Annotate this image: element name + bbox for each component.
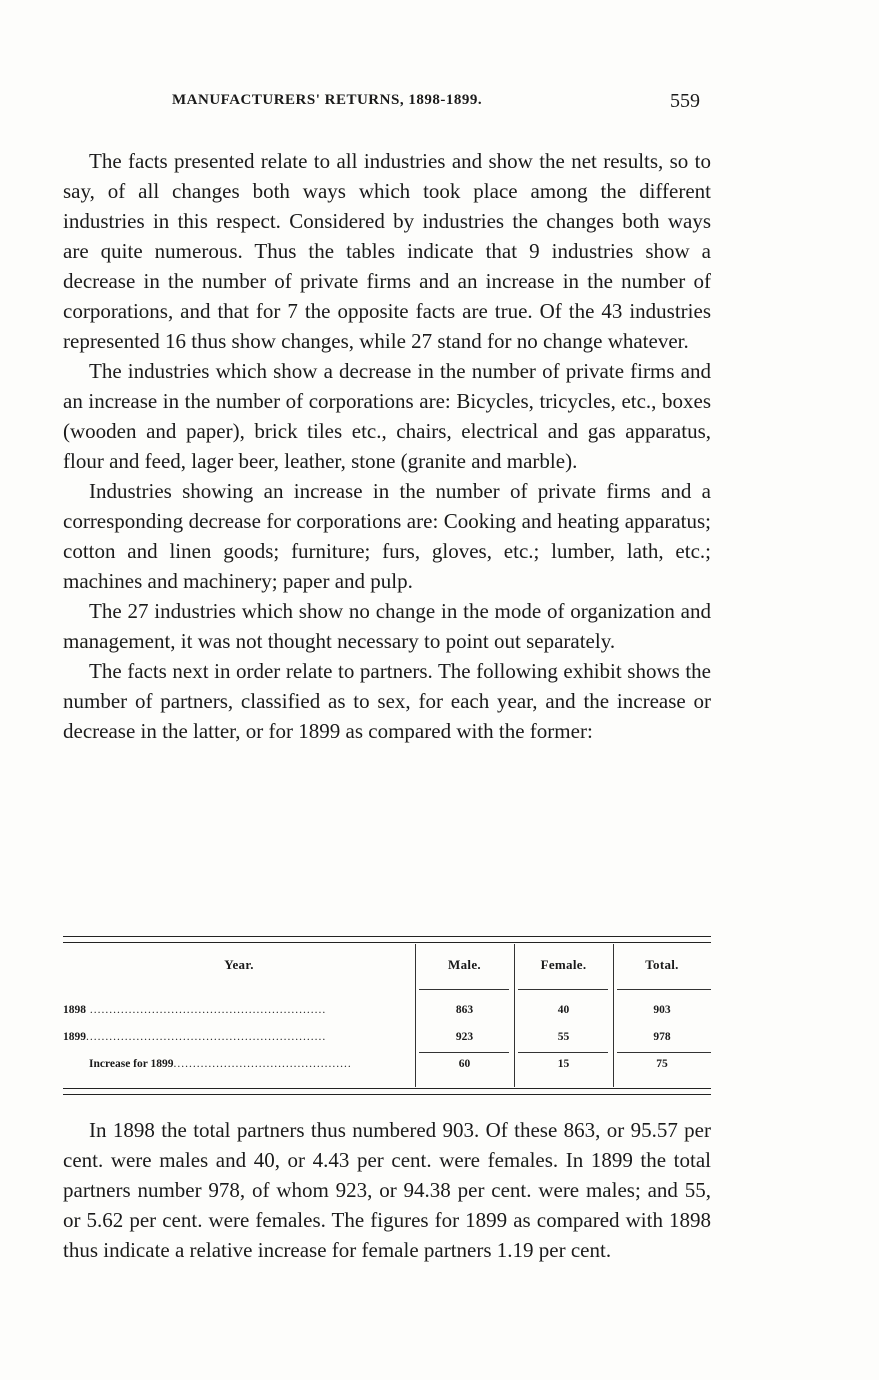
table-row-increase: Increase for 1899..............................................	[89, 1058, 352, 1070]
cell-female: 55	[557, 1031, 570, 1043]
header-underline	[518, 989, 608, 990]
cell-male: 60	[458, 1058, 471, 1070]
header-underline	[419, 989, 509, 990]
table-bottom-rule	[63, 1088, 711, 1095]
paragraph: The industries which show a decrease in the number of private firms and an increase in the number of corporations are: Bicycles, tricycles, etc., boxes (wooden and paper), brick tiles etc., chairs, electrical and gas apparatus, flour and feed, lager beer, leather, stone (granite and marble).	[63, 359, 711, 473]
table-row: 1899..............................................................	[63, 1031, 327, 1043]
row-label: 1899	[63, 1031, 86, 1043]
header-male: Male.	[448, 957, 481, 972]
cell-female: 15	[557, 1058, 570, 1070]
sum-rule	[617, 1052, 711, 1053]
partners-table	[63, 936, 711, 1100]
cell-male: 863	[455, 1004, 474, 1016]
row-label: Increase for 1899	[89, 1058, 174, 1070]
cell-male: 923	[455, 1031, 474, 1043]
body-text-top	[63, 146, 711, 746]
header-female: Female.	[540, 957, 587, 972]
paragraph: In 1898 the total partners thus numbered 903. Of these 863, or 95.57 per cent. were males and 40, or 4.43 per cent. were females. In 1899 the total partners number 978, of whom 923, or 94.38 per cent. were males; and 55, or 5.62 per cent. were females. The figures for 1899 as compared with 1898 thus indicate a relative increase for female partners 1.19 per cent.	[63, 1118, 711, 1262]
page-number: 559	[670, 90, 700, 112]
header-underline	[617, 989, 711, 990]
cell-total: 903	[653, 1004, 671, 1016]
body-text-bottom	[63, 1115, 711, 1265]
cell-total: 75	[656, 1058, 668, 1070]
table-row: 1898 .............................................................	[63, 1004, 327, 1016]
sum-rule	[518, 1052, 608, 1053]
header-total: Total.	[645, 957, 679, 972]
row-label: 1898	[63, 1004, 86, 1016]
paragraph: The 27 industries which show no change in the mode of organization and management, it was not thought necessary to point out separately.	[63, 599, 711, 653]
header-year: Year.	[224, 957, 254, 972]
paragraph: The facts presented relate to all industries and show the net results, so to say, of all changes both ways which took place among the different industries in this respect. Considered by industries the changes both ways are quite numerous. Thus the tables indicate that 9 industries show a decrease in the number of private firms and an increase in the number of corporations, and that for 7 the opposite facts are true. Of the 43 industries represented 16 thus show changes, while 27 stand for no change whatever.	[63, 149, 711, 353]
cell-female: 40	[557, 1004, 570, 1016]
paragraph: Industries showing an increase in the number of private firms and a corresponding decrease for corporations are: Cooking and heating apparatus; cotton and linen goods; furniture; furs, gloves, etc.; lumber, lath, etc.; machines and machinery; paper and pulp.	[63, 479, 711, 593]
table-top-rule	[63, 936, 711, 943]
running-head: MANUFACTURERS' RETURNS, 1898-1899.	[172, 92, 483, 108]
paragraph: The facts next in order relate to partners. The following exhibit shows the number of partners, classified as to sex, for each year, and the increase or decrease in the latter, or for 1899 as compared with the former:	[63, 659, 711, 743]
cell-total: 978	[653, 1031, 671, 1043]
sum-rule	[419, 1052, 509, 1053]
